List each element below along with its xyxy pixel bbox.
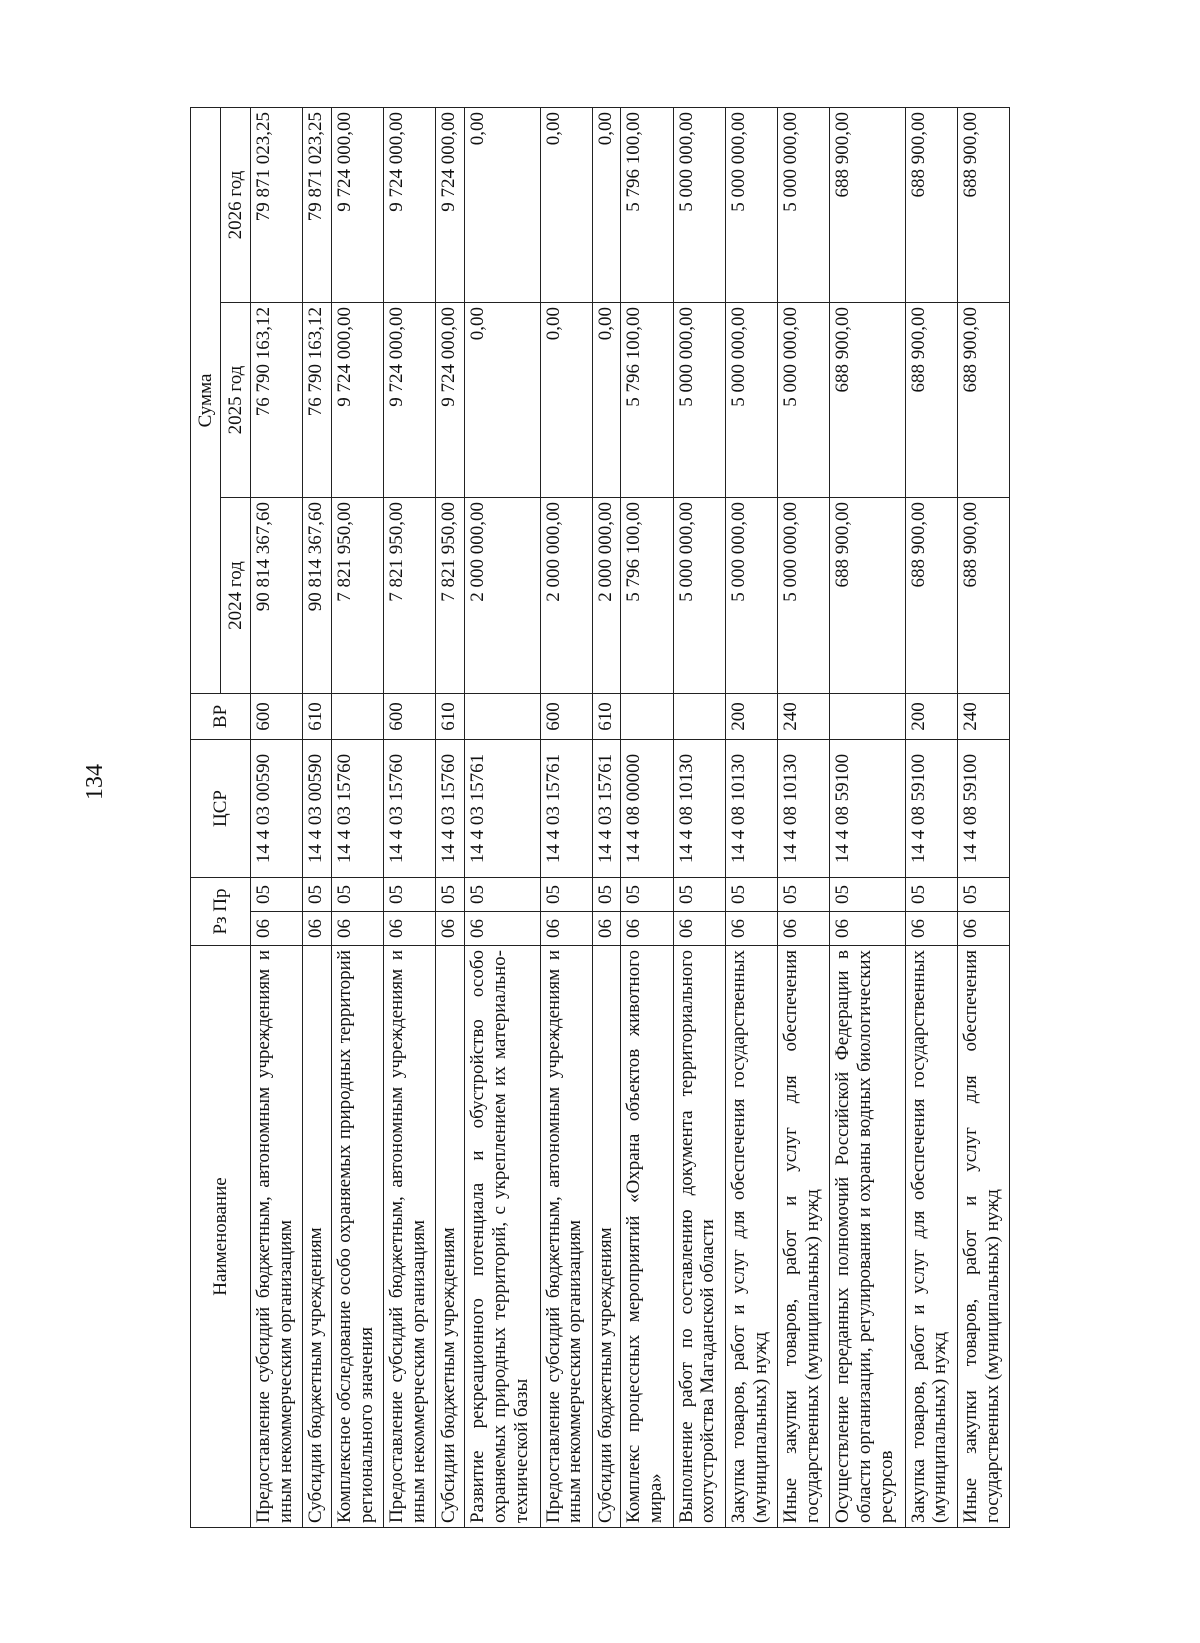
row-pr: 05: [251, 877, 303, 911]
row-csr: 14 4 08 10130: [673, 739, 725, 877]
row-2025: 688 900,00: [957, 302, 1009, 497]
row-pr: 05: [777, 877, 829, 911]
row-pr: 05: [464, 877, 540, 911]
row-pr: 05: [621, 877, 673, 911]
row-2026: 688 900,00: [957, 107, 1009, 302]
row-2026: 9 724 000,00: [384, 107, 436, 302]
row-name: Выполнение работ по составлению документа территориального охотустройства Магаданской области: [673, 946, 725, 1528]
row-pr: 05: [540, 877, 592, 911]
row-vr: 240: [957, 693, 1009, 739]
row-2024: 688 900,00: [905, 497, 957, 693]
row-vr: [331, 693, 383, 739]
row-csr: 14 4 03 00590: [303, 739, 332, 877]
row-name: Предоставление субсидий бюджетным, автономным учреждениям и иным некоммерческим организациям: [384, 946, 436, 1528]
row-csr: 14 4 08 10130: [725, 739, 777, 877]
row-2024: 7 821 950,00: [436, 497, 465, 693]
row-csr: 14 4 08 10130: [777, 739, 829, 877]
row-csr: 14 4 03 15761: [464, 739, 540, 877]
row-vr: 610: [436, 693, 465, 739]
row-2024: 5 000 000,00: [673, 497, 725, 693]
row-name: Комплекс процессных мероприятий «Охрана объектов животного мира»: [621, 946, 673, 1528]
header-2025: 2025 год: [221, 302, 251, 497]
row-vr: 600: [251, 693, 303, 739]
row-rz: 06: [621, 912, 673, 946]
table-row: [957, 107, 1009, 1527]
row-rz: 06: [331, 912, 383, 946]
table-row: [592, 107, 621, 1527]
row-pr: 05: [384, 877, 436, 911]
row-name: Предоставление субсидий бюджетным, автономным учреждениям и иным некоммерческим организациям: [251, 946, 303, 1528]
row-2024: 7 821 950,00: [384, 497, 436, 693]
header-csr: ЦСР: [191, 739, 251, 877]
row-pr: 05: [725, 877, 777, 911]
row-name: Иные закупки товаров, работ и услуг для обеспечения государственных (муниципальных) нужд: [777, 946, 829, 1528]
row-rz: 06: [251, 912, 303, 946]
row-name: Комплексное обследование особо охраняемых природных территорий регионального значения: [331, 946, 383, 1528]
table-row: [540, 107, 592, 1527]
row-2025: 9 724 000,00: [384, 302, 436, 497]
row-2026: 0,00: [464, 107, 540, 302]
row-vr: 610: [592, 693, 621, 739]
table-row: [331, 107, 383, 1527]
row-rz: 06: [673, 912, 725, 946]
row-name: Закупка товаров, работ и услуг для обеспечения государственных (муниципальных) нужд: [725, 946, 777, 1528]
row-csr: 14 4 08 59100: [905, 739, 957, 877]
row-pr: 05: [592, 877, 621, 911]
row-2026: 5 000 000,00: [777, 107, 829, 302]
row-2025: 76 790 163,12: [251, 302, 303, 497]
row-2024: 688 900,00: [957, 497, 1009, 693]
rotated-table-container: [190, 108, 1010, 1528]
row-2026: 5 000 000,00: [725, 107, 777, 302]
row-pr: 05: [303, 877, 332, 911]
header-vr: ВР: [191, 693, 251, 739]
row-2025: 0,00: [592, 302, 621, 497]
row-rz: 06: [957, 912, 1009, 946]
row-vr: [830, 693, 906, 739]
table-row: [830, 107, 906, 1527]
row-name: Субсидии бюджетным учреждениям: [592, 946, 621, 1528]
table-row: [436, 107, 465, 1527]
table-row: [777, 107, 829, 1527]
row-name: Осуществление переданных полномочий Российской Федерации в области организации, регулирования и охраны водных биологических ресурсов: [830, 946, 906, 1528]
row-2024: 5 000 000,00: [777, 497, 829, 693]
row-2024: 90 814 367,60: [251, 497, 303, 693]
row-2025: 9 724 000,00: [436, 302, 465, 497]
row-pr: 05: [331, 877, 383, 911]
budget-table: [190, 107, 1010, 1528]
row-csr: 14 4 03 15760: [384, 739, 436, 877]
row-2024: 2 000 000,00: [464, 497, 540, 693]
header-sum: Сумма: [191, 107, 221, 693]
row-vr: [464, 693, 540, 739]
row-2026: 0,00: [592, 107, 621, 302]
row-name: Предоставление субсидий бюджетным, автономным учреждениям и иным некоммерческим организациям: [540, 946, 592, 1528]
row-vr: 610: [303, 693, 332, 739]
row-2025: 688 900,00: [905, 302, 957, 497]
row-vr: 600: [540, 693, 592, 739]
table-row: [621, 107, 673, 1527]
row-rz: 06: [384, 912, 436, 946]
row-name: Закупка товаров, работ и услуг для обеспечения государственных (муниципальных) нужд: [905, 946, 957, 1528]
row-pr: 05: [830, 877, 906, 911]
row-rz: 06: [436, 912, 465, 946]
row-pr: 05: [905, 877, 957, 911]
row-vr: [673, 693, 725, 739]
table-row: [673, 107, 725, 1527]
table-row: [905, 107, 957, 1527]
row-csr: 14 4 08 00000: [621, 739, 673, 877]
row-csr: 14 4 03 00590: [251, 739, 303, 877]
row-csr: 14 4 03 15760: [436, 739, 465, 877]
row-vr: 600: [384, 693, 436, 739]
row-2026: 9 724 000,00: [436, 107, 465, 302]
table-row: [384, 107, 436, 1527]
row-name: Иные закупки товаров, работ и услуг для обеспечения государственных (муниципальных) нужд: [957, 946, 1009, 1528]
row-2026: 688 900,00: [830, 107, 906, 302]
header-rz-pr: Рз Пр: [191, 877, 251, 945]
row-2025: 5 796 100,00: [621, 302, 673, 497]
row-rz: 06: [592, 912, 621, 946]
row-pr: 05: [673, 877, 725, 911]
row-pr: 05: [436, 877, 465, 911]
row-csr: 14 4 03 15761: [540, 739, 592, 877]
table-row: [251, 107, 303, 1527]
row-2025: 5 000 000,00: [673, 302, 725, 497]
row-name: Субсидии бюджетным учреждениям: [436, 946, 465, 1528]
row-csr: 14 4 03 15760: [331, 739, 383, 877]
row-2024: 90 814 367,60: [303, 497, 332, 693]
row-rz: 06: [905, 912, 957, 946]
row-2024: 2 000 000,00: [540, 497, 592, 693]
row-vr: [621, 693, 673, 739]
row-2025: 0,00: [464, 302, 540, 497]
row-rz: 06: [725, 912, 777, 946]
row-name: Субсидии бюджетным учреждениям: [303, 946, 332, 1528]
row-2025: 0,00: [540, 302, 592, 497]
row-2024: 5 000 000,00: [725, 497, 777, 693]
header-2024: 2024 год: [221, 497, 251, 693]
row-2025: 688 900,00: [830, 302, 906, 497]
row-pr: 05: [957, 877, 1009, 911]
row-rz: 06: [303, 912, 332, 946]
row-vr: 200: [725, 693, 777, 739]
row-rz: 06: [777, 912, 829, 946]
row-2024: 2 000 000,00: [592, 497, 621, 693]
row-vr: 240: [777, 693, 829, 739]
row-2025: 5 000 000,00: [725, 302, 777, 497]
table-row: [464, 107, 540, 1527]
table-row: [303, 107, 332, 1527]
row-vr: 200: [905, 693, 957, 739]
page-number: 134: [82, 764, 108, 800]
row-2026: 79 871 023,25: [303, 107, 332, 302]
row-name: Развитие рекреационного потенциала и обустройство особо охраняемых природных территорий, с укреплением их материально-технической базы: [464, 946, 540, 1528]
row-2026: 5 000 000,00: [673, 107, 725, 302]
row-rz: 06: [830, 912, 906, 946]
row-rz: 06: [540, 912, 592, 946]
row-csr: 14 4 03 15761: [592, 739, 621, 877]
row-2026: 79 871 023,25: [251, 107, 303, 302]
row-2025: 5 000 000,00: [777, 302, 829, 497]
row-2024: 5 796 100,00: [621, 497, 673, 693]
row-csr: 14 4 08 59100: [957, 739, 1009, 877]
header-name: Наименование: [191, 946, 251, 1528]
header-2026: 2026 год: [221, 107, 251, 302]
table-row: [725, 107, 777, 1527]
row-2026: 0,00: [540, 107, 592, 302]
row-2026: 688 900,00: [905, 107, 957, 302]
row-2025: 9 724 000,00: [331, 302, 383, 497]
row-2024: 688 900,00: [830, 497, 906, 693]
row-2025: 76 790 163,12: [303, 302, 332, 497]
row-2026: 9 724 000,00: [331, 107, 383, 302]
row-rz: 06: [464, 912, 540, 946]
row-2026: 5 796 100,00: [621, 107, 673, 302]
row-2024: 7 821 950,00: [331, 497, 383, 693]
row-csr: 14 4 08 59100: [830, 739, 906, 877]
